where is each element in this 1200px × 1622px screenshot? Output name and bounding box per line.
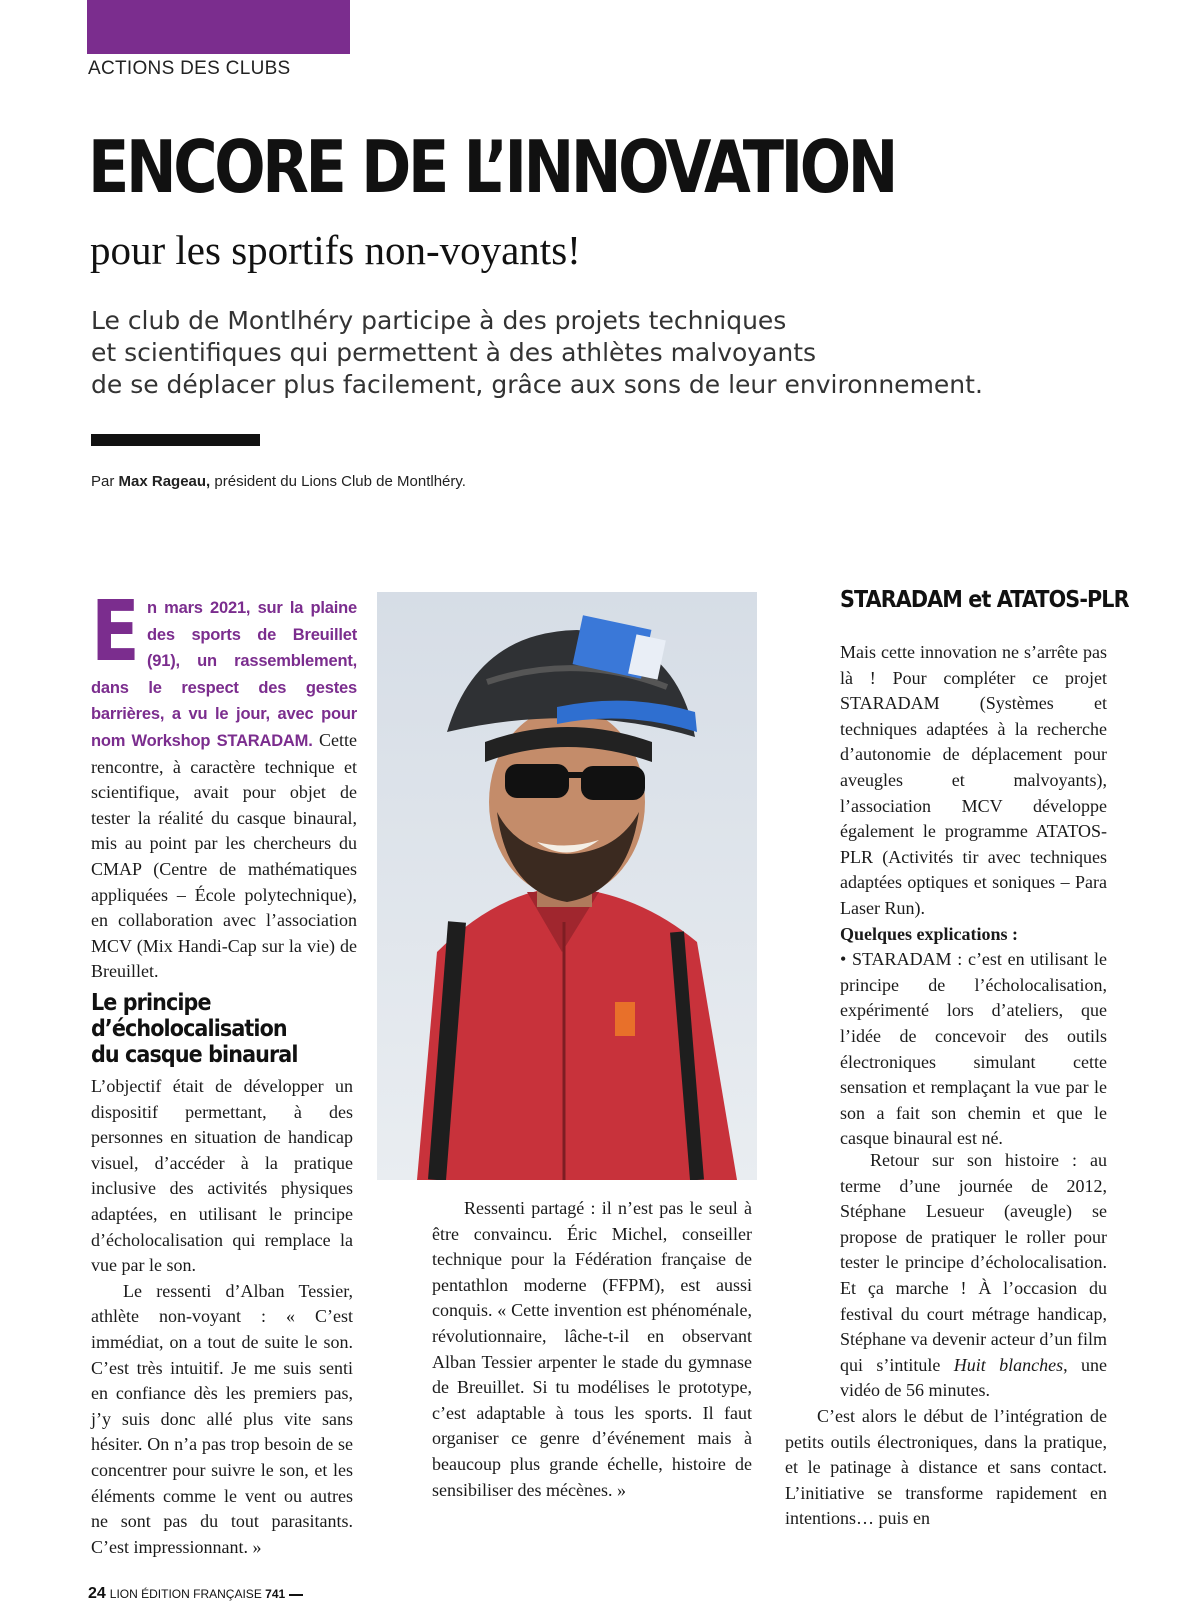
paragraph: L’objectif était de développer un dispositif permettant, à des personnes en situation de handicap visuel, d’accéder à la pratique inclusive des activités physiques adaptées, en utilisant le principe d’écholocalisation qui remplace la vue par le son. (91, 1076, 353, 1276)
subheading-staradam: STARADAM et ATATOS-PLR (840, 587, 1129, 613)
lede-line: de se déplacer plus facilement, grâce aux sons de leur environnement. (91, 370, 983, 399)
explications-heading: Quelques explications : (840, 923, 1019, 944)
paragraph: Le ressenti d’Alban Tessier, athlète non-voyant : « C’est immédiat, on a tout de suite le son. C’est très intuitif. Je me suis senti en confiance dès les premiers pas, j’y suis donc allé plus vite sans hésiter. On n’a pas trop besoin de se concentrer pour suivre le son, et les éléments comme le vent ou autres ne sont pas du tout parasitants. C’est impressionnant. » (91, 1280, 353, 1557)
paragraph: Cette rencontre, à caractère technique et scientifique, avait pour objet de tester la réalité du casque binaural, mis au point par les chercheurs du CMAP (Centre de mathématiques appliquées – École polytechnique), en collaboration avec l’association MCV (Mix Handi-Cap sur la vie) de Breuillet. (91, 729, 357, 982)
paragraph: C’est alors le début de l’intégration de petits outils électroniques, dans la pratique, et le patinage à distance et sans contact. L’initiative se transforme rapidement en intentions… puis en (785, 1405, 1107, 1529)
film-title: Huit blanches (953, 1354, 1064, 1375)
section-label: ACTIONS DES CLUBS (88, 58, 291, 79)
magazine-name: LION ÉDITION FRANÇAISE (109, 1587, 266, 1601)
article-column-1 (91, 1074, 353, 1560)
paragraph: Mais cette innovation ne s’arrête pas là ! Pour compléter ce projet STARADAM (Systèmes et techniques adaptées à la recherche d’autonomie de déplacement pour aveugles et malvoyants), l’association MCV développe également le programme ATATOS-PLR (Activités tir avec techniques adaptées optiques et soniques – Para Laser Run). (840, 642, 1107, 918)
paragraph-text: , une vidéo de 56 minutes. (840, 1354, 1107, 1401)
section-color-bar (87, 0, 350, 54)
byline-prefix: Par (91, 473, 119, 490)
subheading-line: du casque binaural (91, 1042, 298, 1068)
subheading-line: Le principe (91, 990, 211, 1016)
article-column-3 (840, 640, 1107, 1152)
subheading-line: d’écholocalisation (91, 1016, 287, 1042)
intro-text: n mars 2021, sur la plaine des sports de Breuillet (91), un rassemblement, dans le respect des gestes barrières, a vu le jour, avec pour nom Workshop STARADAM. (91, 599, 357, 750)
subheading-principe (91, 990, 298, 1068)
subheadline: pour les sportifs non-voyants! (90, 227, 581, 273)
lede (91, 305, 991, 401)
footer-rule (289, 1594, 303, 1596)
issue-number: 741 (265, 1587, 286, 1601)
headline: ENCORE DE L’INNOVATION (88, 125, 896, 209)
article-intro (91, 582, 357, 985)
paragraph: • STARADAM : c’est en utilisant le principe de l’écholocalisation, expérimenté lors d’ateliers, que l’idée de concevoir des outils électroniques simulant cette sensation et remplaçant la vue par le son a fait son chemin et que le casque binaural est né. (840, 949, 1107, 1149)
paragraph: Ressenti partagé : il n’est pas le seul à être convaincu. Éric Michel, conseiller technique pour la Fédération française de pentathlon moderne (FFPM), est aussi conquis. « Cette invention est phénoménale, révolutionnaire, lâche-t-il en observant Alban Tessier arpenter le stade du gymnase de Breuillet. Si tu modélises le prototype, c’est adaptable à tous les sports. Il faut organiser ce genre d’événement mais à beaucoup plus grande échelle, histoire de sensibiliser des mécènes. » (432, 1198, 752, 1500)
author-name: Max Rageau, (118, 473, 211, 490)
divider-rule (91, 434, 260, 446)
paragraph-text: Retour sur son histoire : au terme d’une journée de 2012, Stéphane Lesueur (aveugle) se propose de pratiquer le roller pour tester le principe d’écholocalisation. Et ça marche ! À l’occasion du festival du court métrage handicap, Stéphane va devenir acteur d’un film qui s’intitule (840, 1150, 1107, 1375)
article-column-3-wide (785, 1148, 1107, 1532)
paragraph (785, 1148, 1107, 1404)
lede-line: et scientifiques qui permettent à des athlètes malvoyants (91, 338, 817, 367)
drop-cap: E (91, 582, 140, 680)
page-number: 24 (88, 1585, 106, 1602)
article-column-2 (432, 1196, 752, 1503)
byline-rest: président du Lions Club de Montlhéry. (210, 473, 466, 490)
lede-line: Le club de Montlhéry participe à des projets techniques (91, 306, 787, 335)
byline (91, 473, 466, 490)
page-footer (88, 1585, 303, 1603)
photo-illustration (377, 592, 757, 1180)
athlete-photo (377, 592, 757, 1180)
